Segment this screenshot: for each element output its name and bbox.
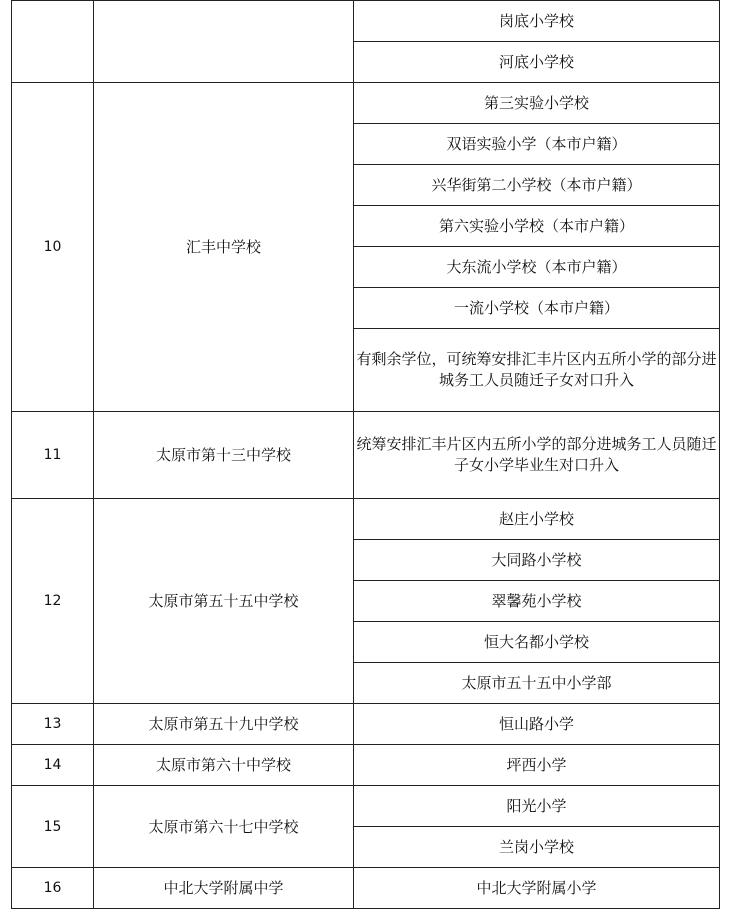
- primary-school-cell: 太原市五十五中小学部: [354, 663, 720, 704]
- row-number-cell: 12: [12, 499, 94, 704]
- row-number-cell: 15: [12, 786, 94, 868]
- primary-school-cell: 兴华街第二小学校（本市户籍）: [354, 165, 720, 206]
- row-number-cell: 11: [12, 412, 94, 499]
- table-row: [12, 868, 720, 909]
- middle-school-cell: 太原市第十三中学校: [94, 412, 354, 499]
- table-row: [12, 704, 720, 745]
- middle-school-cell: 太原市第六十中学校: [94, 745, 354, 786]
- primary-school-cell: 双语实验小学（本市户籍）: [354, 124, 720, 165]
- primary-school-cell: 第六实验小学校（本市户籍）: [354, 206, 720, 247]
- primary-school-cell: 大东流小学校（本市户籍）: [354, 247, 720, 288]
- primary-school-cell: 河底小学校: [354, 42, 720, 83]
- middle-school-cell: 太原市第六十七中学校: [94, 786, 354, 868]
- primary-school-cell: 中北大学附属小学: [354, 868, 720, 909]
- table-row: [12, 1, 720, 42]
- primary-school-cell: 第三实验小学校: [354, 83, 720, 124]
- row-number-cell: 16: [12, 868, 94, 909]
- middle-school-cell: 中北大学附属中学: [94, 868, 354, 909]
- primary-school-cell: 坪西小学: [354, 745, 720, 786]
- primary-school-cell: 阳光小学: [354, 786, 720, 827]
- table-row: [12, 745, 720, 786]
- primary-school-cell: 有剩余学位，可统筹安排汇丰片区内五所小学的部分进城务工人员随迁子女对口升入: [354, 329, 720, 412]
- primary-school-cell: 统筹安排汇丰片区内五所小学的部分进城务工人员随迁子女小学毕业生对口升入: [354, 412, 720, 499]
- table-row: [12, 83, 720, 124]
- middle-school-cell: 汇丰中学校: [94, 83, 354, 412]
- table-row: [12, 412, 720, 499]
- middle-school-cell: 太原市第五十五中学校: [94, 499, 354, 704]
- row-number-cell: 14: [12, 745, 94, 786]
- primary-school-cell: 恒大名都小学校: [354, 622, 720, 663]
- row-number-cell: [12, 1, 94, 83]
- primary-school-cell: 兰岗小学校: [354, 827, 720, 868]
- middle-school-cell: 太原市第五十九中学校: [94, 704, 354, 745]
- primary-school-cell: 一流小学校（本市户籍）: [354, 288, 720, 329]
- row-number-cell: 10: [12, 83, 94, 412]
- primary-school-cell: 大同路小学校: [354, 540, 720, 581]
- primary-school-cell: 恒山路小学: [354, 704, 720, 745]
- middle-school-cell: [94, 1, 354, 83]
- primary-school-cell: 岗底小学校: [354, 1, 720, 42]
- table-row: [12, 499, 720, 540]
- table-row: [12, 786, 720, 827]
- primary-school-cell: 翠馨苑小学校: [354, 581, 720, 622]
- school-assignment-table: [11, 0, 720, 909]
- primary-school-cell: 赵庄小学校: [354, 499, 720, 540]
- row-number-cell: 13: [12, 704, 94, 745]
